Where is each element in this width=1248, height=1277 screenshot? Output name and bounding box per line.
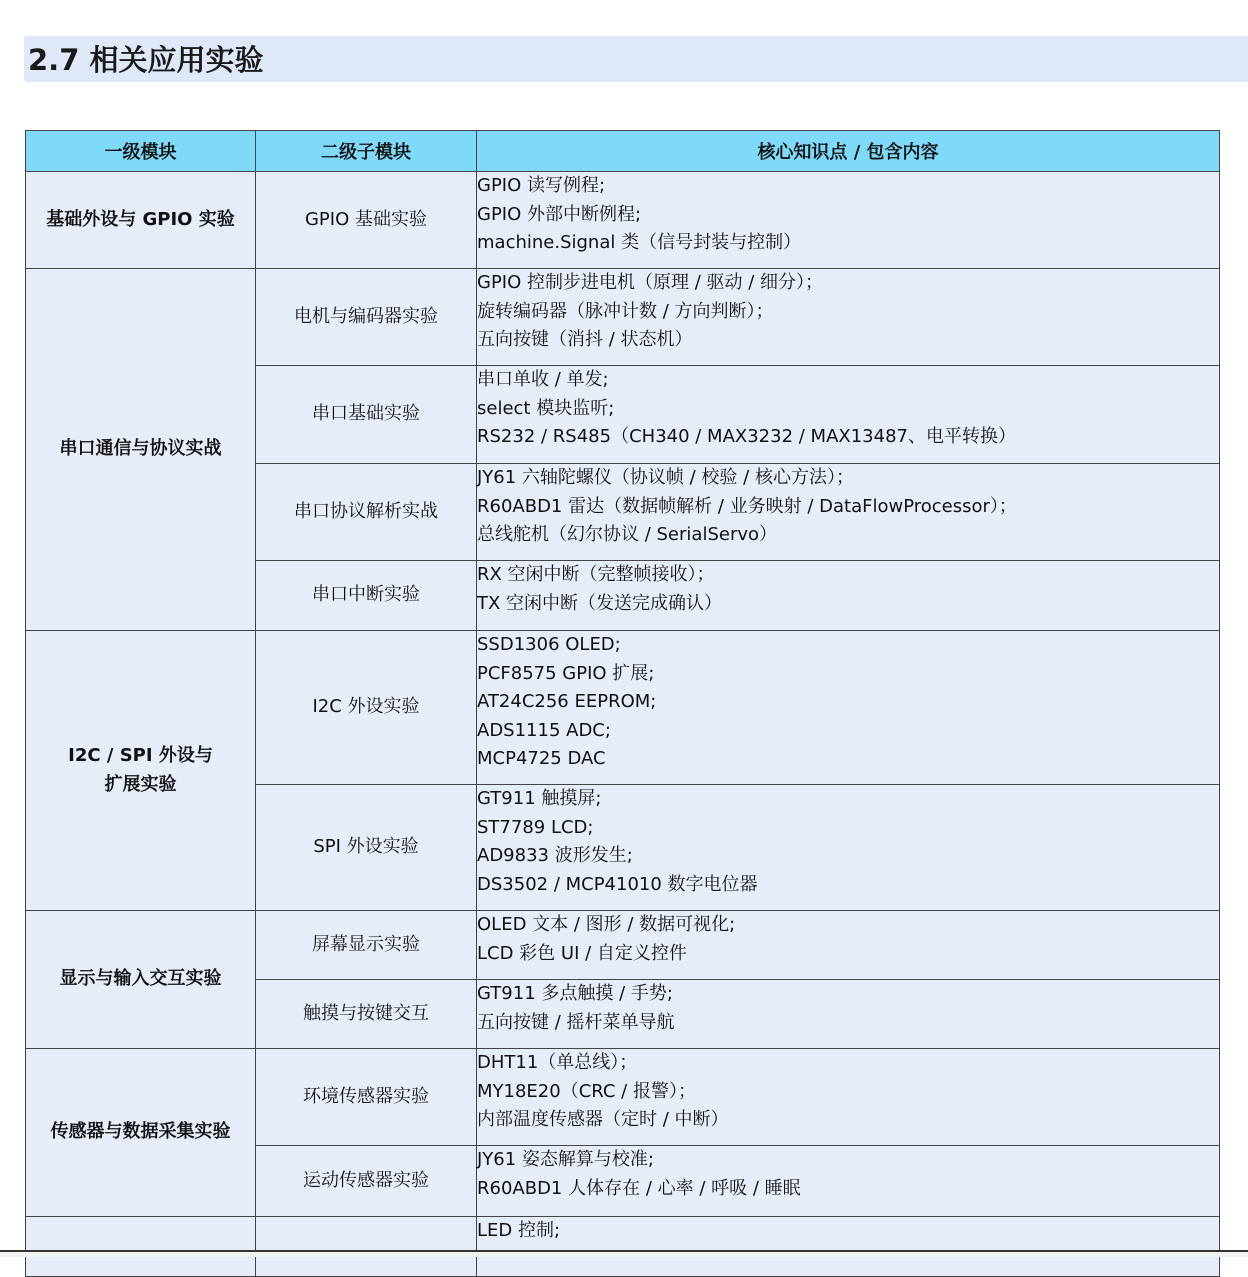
table-row [26, 269, 1220, 366]
content-line: LCD 彩色 UI / 自定义控件 [477, 942, 687, 964]
content-cell [477, 269, 1220, 366]
level1-line: I2C / SPI 外设与 [68, 745, 213, 766]
content-line: JY61 姿态解算与校准; [477, 1149, 654, 1170]
content-line: GT911 多点触摸 / 手势; [477, 983, 673, 1004]
level2-cell: 运动传感器实验 [256, 1146, 477, 1217]
level2-cell: 串口协议解析实战 [256, 464, 477, 561]
content-cell [477, 366, 1220, 464]
content-line: GT911 触摸屏; [477, 788, 602, 809]
content-line: 串口单收 / 单发; [477, 369, 609, 390]
content-cell [477, 785, 1220, 911]
content-line: JY61 六轴陀螺仪（协议帧 / 校验 / 核心方法）； [477, 467, 854, 488]
level2-cell: I2C 外设实验 [256, 631, 477, 785]
table-row [26, 1049, 1220, 1146]
content-cell [477, 561, 1220, 631]
header-content: 核心知识点 / 包含内容 [477, 131, 1220, 172]
header-level2: 二级子模块 [256, 131, 477, 172]
experiment-table [25, 130, 1220, 1277]
content-line: ST7789 LCD; [477, 816, 594, 838]
content-line: AT24C256 EEPROM; [477, 691, 657, 712]
level2-cell: 电机与编码器实验 [256, 269, 477, 366]
content-line: OLED 文本 / 图形 / 数据可视化; [477, 914, 736, 935]
content-line: DS3502 / MCP41010 数字电位器 [477, 873, 758, 895]
page-bottom-divider [0, 1250, 1248, 1257]
content-line: RX 空闲中断（完整帧接收）； [477, 564, 715, 585]
content-cell [477, 464, 1220, 561]
content-line: RS232 / RS485（CH340 / MAX3232 / MAX13487、电平转换） [477, 426, 1016, 447]
content-line: MCP4725 DAC [477, 748, 606, 769]
content-line: GPIO 读写例程; [477, 175, 606, 196]
content-line: select 模块监听; [477, 397, 615, 419]
level2-cell: SPI 外设实验 [256, 785, 477, 911]
table-row [26, 1217, 1220, 1277]
content-line: GPIO 外部中断例程; [477, 203, 642, 225]
content-cell [477, 1049, 1220, 1146]
level1-cell: 串口通信与协议实战 [26, 269, 256, 631]
content-line: 内部温度传感器（定时 / 中断） [477, 1109, 729, 1130]
table-row [26, 631, 1220, 785]
level1-cell [26, 631, 256, 911]
content-line: PCF8575 GPIO 扩展; [477, 662, 655, 684]
level2-cell [256, 1217, 477, 1277]
content-line: LED 控制; [477, 1220, 561, 1241]
header-level1: 一级模块 [26, 131, 256, 172]
content-line: SSD1306 OLED; [477, 634, 621, 655]
level1-line: 扩展实验 [104, 773, 177, 795]
table-header-row [26, 131, 1220, 172]
content-cell [477, 172, 1220, 269]
content-line: DHT11（单总线）； [477, 1052, 638, 1073]
content-line: machine.Signal 类（信号封装与控制） [477, 232, 802, 253]
table-row [26, 911, 1220, 980]
content-cell [477, 1217, 1220, 1277]
level1-cell: 基础外设与 GPIO 实验 [26, 172, 256, 269]
level2-cell: GPIO 基础实验 [256, 172, 477, 269]
level1-cell: 传感器与数据采集实验 [26, 1049, 256, 1217]
content-cell [477, 1146, 1220, 1217]
content-line: R60ABD1 人体存在 / 心率 / 呼吸 / 睡眠 [477, 1177, 801, 1199]
content-line: MY18E20（CRC / 报警）； [477, 1080, 696, 1102]
level2-cell: 屏幕显示实验 [256, 911, 477, 980]
content-line: R60ABD1 雷达（数据帧解析 / 业务映射 / DataFlowProcessor）； [477, 495, 1017, 517]
content-line: AD9833 波形发生; [477, 845, 633, 866]
table-row [26, 172, 1220, 269]
level1-cell [26, 1217, 256, 1277]
content-line: TX 空闲中断（发送完成确认） [477, 592, 723, 614]
content-cell [477, 631, 1220, 785]
content-line: ADS1115 ADC; [477, 719, 611, 741]
content-line: 五向按键 / 摇杆菜单导航 [477, 1011, 675, 1033]
level2-cell: 触摸与按键交互 [256, 980, 477, 1049]
content-line: GPIO 控制步进电机（原理 / 驱动 / 细分）； [477, 272, 824, 293]
content-cell [477, 911, 1220, 980]
level2-cell: 串口中断实验 [256, 561, 477, 631]
content-line: 旋转编码器（脉冲计数 / 方向判断）； [477, 300, 774, 322]
content-line: 总线舵机（幻尔协议 / SerialServo） [477, 524, 778, 545]
level2-cell: 环境传感器实验 [256, 1049, 477, 1146]
content-line: 五向按键（消抖 / 状态机） [477, 329, 693, 350]
level1-cell: 显示与输入交互实验 [26, 911, 256, 1049]
content-cell [477, 980, 1220, 1049]
section-title: 2.7 相关应用实验 [24, 36, 1248, 82]
level2-cell: 串口基础实验 [256, 366, 477, 464]
